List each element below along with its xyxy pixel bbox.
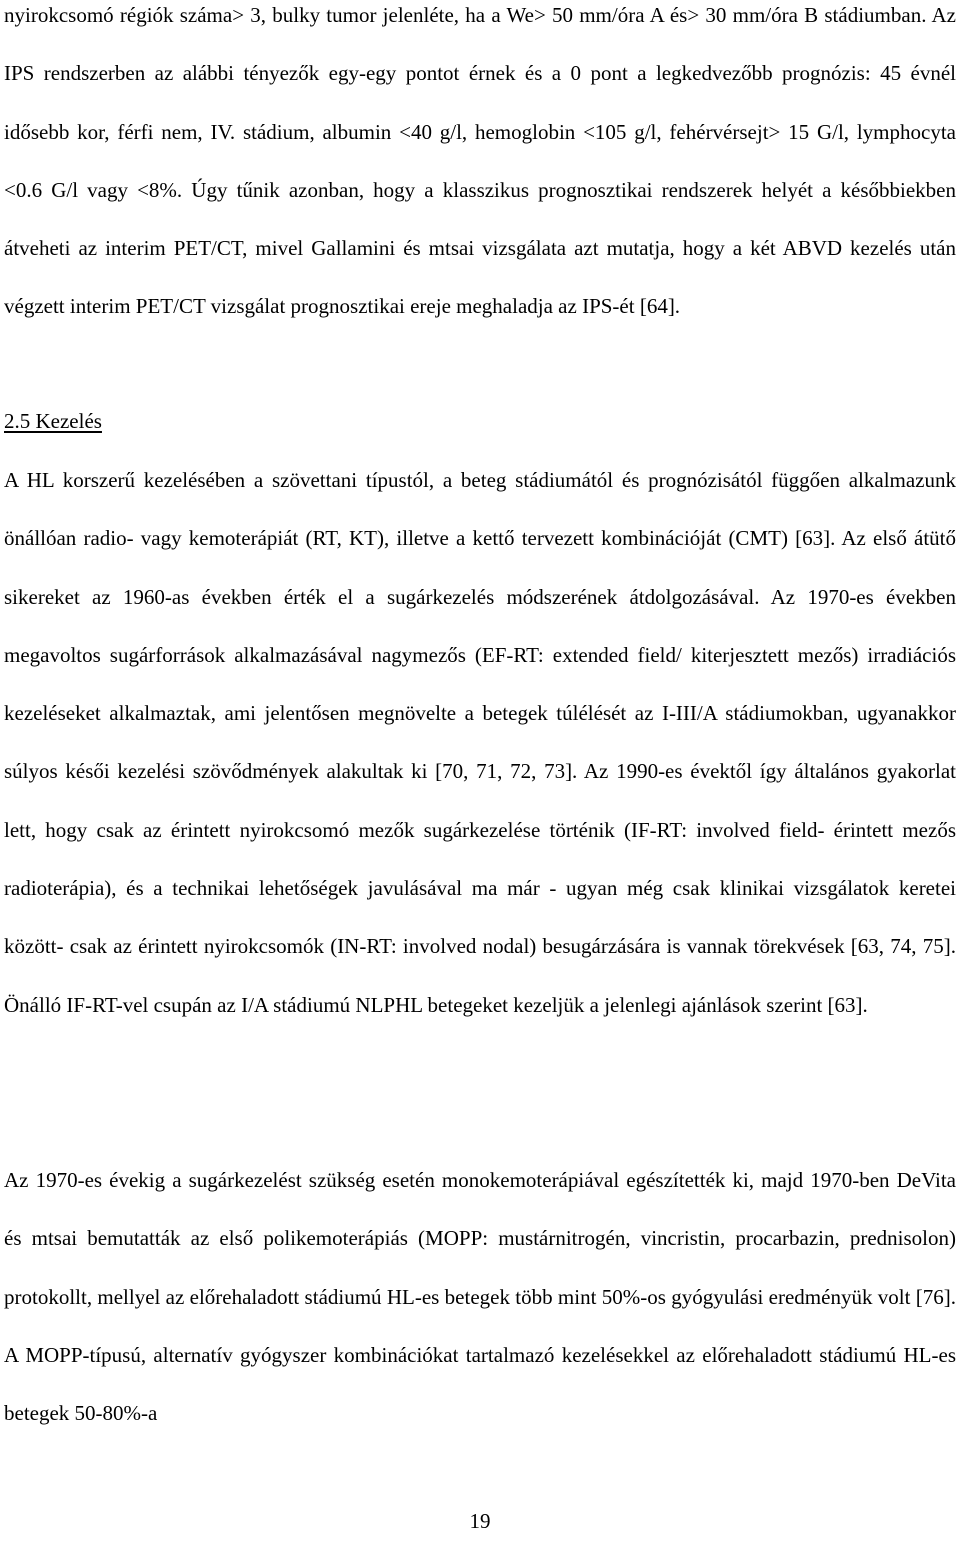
paragraph-chemotherapy: Az 1970-es évekig a sugárkezelést szükség esetén monokemoterápiával egészítették ki, majd 1970-ben DeVita és mtsai bemutatták az első polikemoterápiás (MOPP: mustárnitrogén, vincristin, procarbazin, prednisolon) protokollt, mellyel az előrehaladott stádiumú HL-es betegek több mint 50%-os gyógyulási eredményük volt [76]. A MOPP-típusú, alternatív gyógyszer kombinációkat tartalmazó kezelésekkel az előrehaladott stádiumú HL-es betegek 50-80%-a — [4, 1168, 956, 1426]
paragraph-radiotherapy: A HL korszerű kezelésében a szövettani típustól, a beteg stádiumától és prognózisától függően alkalmazunk önállóan radio- vagy kemoterápiát (RT, KT), illetve a kettő tervezett kombinációját (CMT) [63]. Az első átütő sikereket az 1960-as években érték el a sugárkezelés módszerének átdolgozásával. Az 1970-es években megavoltos sugárforrások alkalmazásával nagymezős (EF-RT: extended field/ kiterjesztett mezős) irradiációs kezeléseket alkalmaztak, ami jelentősen megnövelte a betegek túlélését az I-III/A stádiumokban, ugyanakkor súlyos késői kezelési szövődmények alakultak ki [70, 71, 72, 73]. Az 1990-es évektől így általános gyakorlat lett, hogy csak az érintett nyirokcsomó mezők sugárkezelése történik (IF-RT: involved field- érintett mezős radioterápia), és a technikai lehetőségek javulásával ma már - ugyan még csak klinikai vizsgálatok keretei között- csak az érintett nyirokcsomók (IN-RT: involved nodal) besugárzására is vannak törekvések [63, 74, 75]. Önálló IF-RT-vel csupán az I/A stádiumú NLPHL betegeket kezeljük a jelenlegi ajánlások szerint [63]. — [4, 468, 956, 1017]
page-number: 19 — [469, 1509, 491, 1533]
section-heading-treatment: 2.5 Kezelés — [4, 409, 102, 433]
paragraph-prognosis: nyirokcsomó régiók száma> 3, bulky tumor jelenléte, ha a We> 50 mm/óra A és> 30 mm/óra B stádiumban. Az IPS rendszerben az alábbi tényezők egy-egy pontot érnek és a 0 pont a legkedvezőbb prognózis: 45 évnél idősebb kor, férfi nem, IV. stádium, albumin <40 g/l, hemoglobin <105 g/l, fehérvérsejt> 15 G/l, lymphocyta <0.6 G/l vagy <8%. Úgy tűnik azonban, hogy a klasszikus prognosztikai rendszerek helyét a későbbiekben átveheti az interim PET/CT, mivel Gallamini és mtsai vizsgálata azt mutatja, hogy a két ABVD kezelés után végzett interim PET/CT vizsgálat prognosztikai ereje meghaladja az IPS-ét [64]. — [4, 3, 956, 319]
